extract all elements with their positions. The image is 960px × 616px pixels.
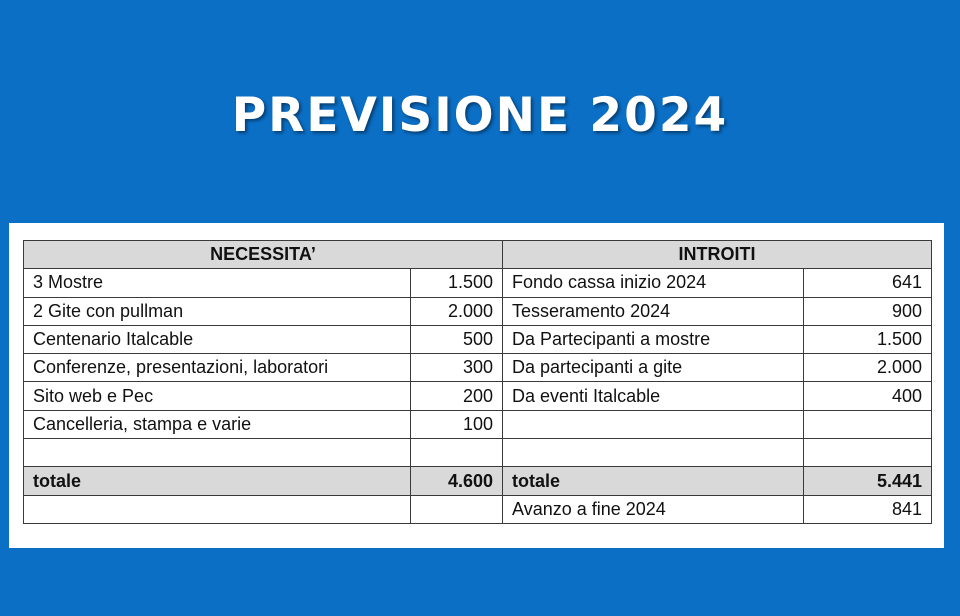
income-label bbox=[503, 439, 804, 467]
totals-row bbox=[24, 467, 932, 495]
income-label: Fondo cassa inizio 2024 bbox=[503, 269, 804, 297]
income-value bbox=[804, 410, 932, 438]
income-value: 400 bbox=[804, 382, 932, 410]
expense-value: 500 bbox=[411, 325, 503, 353]
budget-table bbox=[23, 240, 932, 524]
table-row bbox=[24, 325, 932, 353]
expense-value: 200 bbox=[411, 382, 503, 410]
income-total-label: totale bbox=[503, 467, 804, 495]
income-value: 1.500 bbox=[804, 325, 932, 353]
expense-label: Sito web e Pec bbox=[24, 382, 411, 410]
necessita-header: NECESSITA’ bbox=[24, 241, 503, 269]
table-header-row bbox=[24, 241, 932, 269]
expense-value: 300 bbox=[411, 354, 503, 382]
income-total-value: 5.441 bbox=[804, 467, 932, 495]
introiti-header: INTROITI bbox=[503, 241, 932, 269]
table-row bbox=[24, 269, 932, 297]
income-value: 2.000 bbox=[804, 354, 932, 382]
expense-value: 100 bbox=[411, 410, 503, 438]
income-label bbox=[503, 410, 804, 438]
expense-label: 2 Gite con pullman bbox=[24, 297, 411, 325]
budget-panel bbox=[9, 223, 944, 548]
expense-label bbox=[24, 439, 411, 467]
table-row bbox=[24, 297, 932, 325]
surplus-value: 841 bbox=[804, 495, 932, 523]
expense-total-label: totale bbox=[24, 467, 411, 495]
page-title: PREVISIONE 2024 bbox=[231, 88, 729, 143]
income-label: Tesseramento 2024 bbox=[503, 297, 804, 325]
empty-cell bbox=[411, 495, 503, 523]
income-label: Da partecipanti a gite bbox=[503, 354, 804, 382]
expense-label: Conferenze, presentazioni, laboratori bbox=[24, 354, 411, 382]
income-value bbox=[804, 439, 932, 467]
expense-total-value: 4.600 bbox=[411, 467, 503, 495]
surplus-label: Avanzo a fine 2024 bbox=[503, 495, 804, 523]
empty-cell bbox=[24, 495, 411, 523]
expense-label: 3 Mostre bbox=[24, 269, 411, 297]
table-row bbox=[24, 382, 932, 410]
table-row bbox=[24, 439, 932, 467]
expense-value bbox=[411, 439, 503, 467]
expense-value: 1.500 bbox=[411, 269, 503, 297]
expense-label: Centenario Italcable bbox=[24, 325, 411, 353]
income-value: 641 bbox=[804, 269, 932, 297]
table-row bbox=[24, 354, 932, 382]
expense-label: Cancelleria, stampa e varie bbox=[24, 410, 411, 438]
income-label: Da eventi Italcable bbox=[503, 382, 804, 410]
surplus-row bbox=[24, 495, 932, 523]
table-row bbox=[24, 410, 932, 438]
income-label: Da Partecipanti a mostre bbox=[503, 325, 804, 353]
expense-value: 2.000 bbox=[411, 297, 503, 325]
income-value: 900 bbox=[804, 297, 932, 325]
